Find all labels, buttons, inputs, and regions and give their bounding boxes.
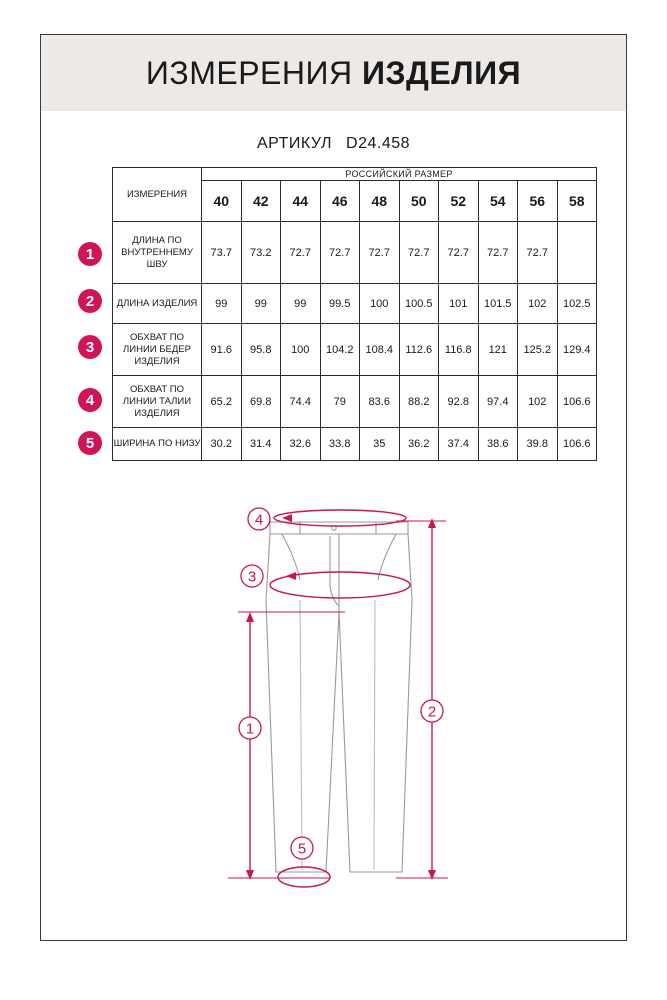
value-cell: 125.2 <box>518 324 558 376</box>
value-cell: 69.8 <box>241 376 281 428</box>
value-cell: 79 <box>320 376 360 428</box>
value-cell: 36.2 <box>399 428 439 461</box>
value-cell: 73.2 <box>241 222 281 284</box>
value-cell: 88.2 <box>399 376 439 428</box>
value-cell: 72.7 <box>281 222 321 284</box>
row-label: ОБХВАТ ПО ЛИНИИ ТАЛИИ ИЗДЕЛИЯ <box>113 376 202 428</box>
value-cell: 74.4 <box>281 376 321 428</box>
value-cell: 38.6 <box>478 428 518 461</box>
value-cell: 72.7 <box>439 222 479 284</box>
marker-1: 1 <box>245 720 255 738</box>
value-cell: 108.4 <box>360 324 400 376</box>
size-header-cell: 44 <box>281 181 321 222</box>
value-cell: 35 <box>360 428 400 461</box>
value-cell: 99 <box>241 284 281 324</box>
value-cell: 92.8 <box>439 376 479 428</box>
article-code: D24.458 <box>346 135 411 152</box>
value-cell: 83.6 <box>360 376 400 428</box>
value-cell: 65.2 <box>202 376 242 428</box>
size-header-cell: 56 <box>518 181 558 222</box>
value-cell: 112.6 <box>399 324 439 376</box>
value-cell: 102.5 <box>557 284 597 324</box>
value-cell: 73.7 <box>202 222 242 284</box>
value-cell: 129.4 <box>557 324 597 376</box>
value-cell: 106.6 <box>557 428 597 461</box>
value-cell: 72.7 <box>399 222 439 284</box>
value-cell: 99.5 <box>320 284 360 324</box>
size-header-cell: 48 <box>360 181 400 222</box>
row-number-badge: 4 <box>78 388 102 412</box>
size-header-cell: 58 <box>557 181 597 222</box>
row-number-badge: 1 <box>78 242 102 266</box>
row-number-badge: 5 <box>78 431 102 455</box>
value-cell: 32.6 <box>281 428 321 461</box>
row-number-badge: 3 <box>78 335 102 359</box>
value-cell: 100.5 <box>399 284 439 324</box>
size-header-cell: 54 <box>478 181 518 222</box>
value-cell: 101 <box>439 284 479 324</box>
title-light: ИЗМЕРЕНИЯ <box>145 54 353 91</box>
pants-outline <box>266 522 412 872</box>
row-label: ДЛИНА ПО ВНУТРЕННЕМУ ШВУ <box>113 222 202 284</box>
value-cell: 97.4 <box>478 376 518 428</box>
value-cell: 72.7 <box>320 222 360 284</box>
value-cell: 100 <box>360 284 400 324</box>
marker-3: 3 <box>247 568 257 586</box>
value-cell: 39.8 <box>518 428 558 461</box>
article-label: АРТИКУЛ <box>256 135 333 152</box>
value-cell: 91.6 <box>202 324 242 376</box>
value-cell: 104.2 <box>320 324 360 376</box>
value-cell: 72.7 <box>478 222 518 284</box>
value-cell: 99 <box>281 284 321 324</box>
value-cell: 30.2 <box>202 428 242 461</box>
row-number-badge: 2 <box>78 289 102 313</box>
marker-4: 4 <box>254 511 264 529</box>
value-cell: 106.6 <box>557 376 597 428</box>
size-header-cell: 40 <box>202 181 242 222</box>
value-cell: 31.4 <box>241 428 281 461</box>
value-cell: 95.8 <box>241 324 281 376</box>
measure-header: ИЗМЕРЕНИЯ <box>113 168 202 222</box>
value-cell: 102 <box>518 284 558 324</box>
value-cell: 102 <box>518 376 558 428</box>
row-label: ОБХВАТ ПО ЛИНИИ БЕДЕР ИЗДЕЛИЯ <box>113 324 202 376</box>
value-cell: 72.7 <box>518 222 558 284</box>
marker-2: 2 <box>427 703 437 721</box>
value-cell: 33.8 <box>320 428 360 461</box>
row-label: ШИРИНА ПО НИЗУ <box>113 428 202 461</box>
size-header-cell: 46 <box>320 181 360 222</box>
value-cell: 121 <box>478 324 518 376</box>
size-header-cell: 52 <box>439 181 479 222</box>
title-bold: ИЗДЕЛИЯ <box>361 54 522 91</box>
value-cell: 116.8 <box>439 324 479 376</box>
size-header-cell: 42 <box>241 181 281 222</box>
value-cell: 37.4 <box>439 428 479 461</box>
value-cell: 99 <box>202 284 242 324</box>
value-cell: 100 <box>281 324 321 376</box>
value-cell: 72.7 <box>360 222 400 284</box>
size-group-header: РОССИЙСКИЙ РАЗМЕР <box>202 168 597 181</box>
size-header-cell: 50 <box>399 181 439 222</box>
measure-lines <box>247 510 432 887</box>
marker-5: 5 <box>297 840 307 858</box>
value-cell: 101.5 <box>478 284 518 324</box>
row-label: ДЛИНА ИЗДЕЛИЯ <box>113 284 202 324</box>
